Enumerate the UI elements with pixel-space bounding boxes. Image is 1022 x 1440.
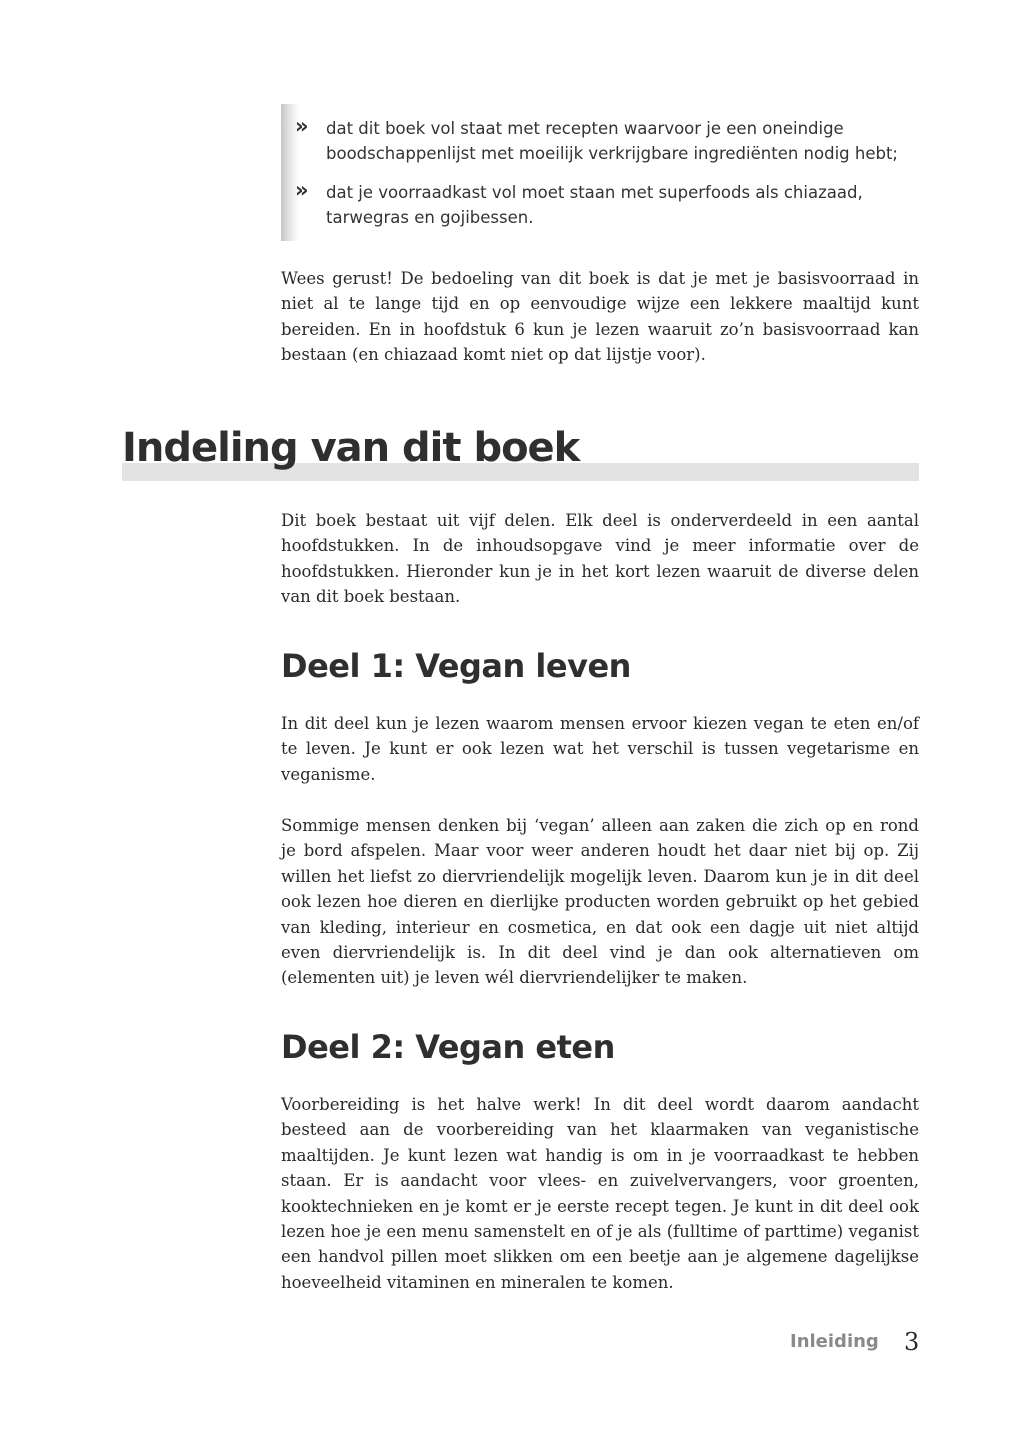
part2-heading: Deel 2: Vegan eten (281, 1028, 615, 1066)
part1-heading: Deel 1: Vegan leven (281, 647, 631, 685)
bullet-marker-icon: » (295, 178, 309, 202)
bullet-marker-icon: » (295, 114, 309, 138)
section-paragraph: Dit boek bestaat uit vijf delen. Elk deel is onderverdeeld in een aantal hoofdstukken. In de inhoudsopgave vind je meer informatie over de hoofdstukken. Hieronder kun je in het kort lezen waaruit de diverse delen van dit boek bestaan. (281, 511, 919, 607)
bullet-text: dat dit boek vol staat met recepten waarvoor je een oneindige boodschappenlijst met moeilijk verkrijgbare ingrediënten nodig hebt; (326, 119, 898, 163)
part2-paragraph: Voorbereiding is het halve werk! In dit deel wordt daarom aandacht besteed aan de voorbereiding van het klaarmaken van veganistische maaltijden. Je kunt lezen wat handig is om in je voorraadkast te hebben staan. Er is aandacht voor vlees- en zuivelvervangers, voor groenten, kooktechnieken en je komt er je eerste recept tegen. Je kunt in dit deel ook lezen hoe je een menu samenstelt en of je als (fulltime of parttime) veganist een handvol pillen moet slikken om een beetje aan je algemene dagelijkse hoeveelheid vitaminen en mineralen te komen. (281, 1095, 919, 1292)
intro-paragraph: Wees gerust! De bedoeling van dit boek is dat je met je basisvoorraad in niet al te lange tijd en op eenvoudige wijze een lekkere maaltijd kunt bereiden. En in hoofdstuk 6 kun je lezen waaruit zo’n basisvoorraad kan bestaan (en chiazaad komt niet op dat lijstje voor). (281, 269, 919, 365)
part1-paragraph-1: In dit deel kun je lezen waarom mensen ervoor kiezen vegan te eten en/of te leven. Je kunt er ook lezen wat het verschil is tussen vegetarisme en veganisme. (281, 714, 919, 784)
page-number: 3 (904, 1328, 920, 1356)
running-footer-chapter: Inleiding (790, 1331, 879, 1352)
bullet-text: dat je voorraadkast vol moet staan met superfoods als chiazaad, tarwegras en gojibessen. (326, 183, 863, 227)
part1-paragraph-2: Sommige mensen denken bij ‘vegan’ alleen aan zaken die zich op en rond je bord afspelen. Maar voor weer anderen houdt het daar niet bij op. Zij willen het liefst zo diervriendelijk mogelijk leven. Daarom kun je in dit deel ook lezen hoe dieren en dierlijke producten worden gebruikt op het gebied van kleding, interieur en cosmetica, en dat ook een dagje uit niet altijd even diervriendelijk is. In dit deel vind je dan ook alternatieven om (elementen uit) je leven wél diervriendelijker te maken. (281, 816, 919, 988)
section-heading: Indeling van dit boek (122, 425, 580, 471)
